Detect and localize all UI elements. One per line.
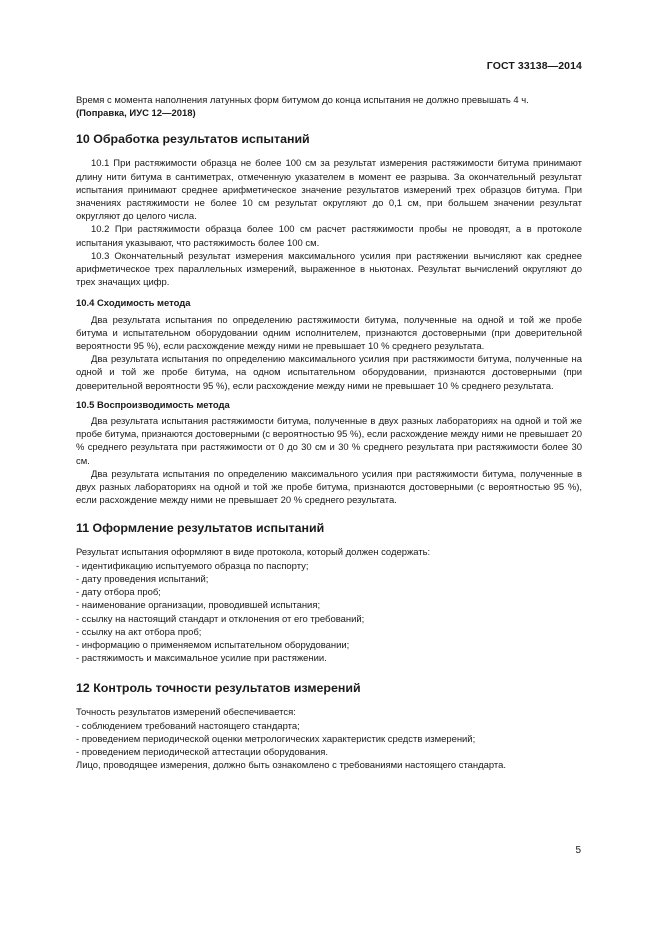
paragraph-10-4-a: Два результата испытания по определению растяжимости битума, полученные на одной и той же пробе битума и испытательном оборудовании одним исполнителем, признаются достоверными (при доверительной вероятности 95 %), если расхождение между ними не превышает 10 % среднего результата. bbox=[76, 314, 582, 353]
list-item: - ссылку на настоящий стандарт и отклонения от его требований; bbox=[76, 613, 365, 625]
paragraph-10-4-b: Два результата испытания по определению максимального усилия при растяжимости битума, полученные на одной и той же пробе битума, на одном испытательном оборудовании, признаются достоверными (при доверительной вероятности 95 %), если расхождение между ними не превышает 10 % среднего результата. bbox=[76, 354, 582, 392]
section-12-intro: Точность результатов измерений обеспечивается: bbox=[76, 707, 296, 719]
subsection-10-4-title: 10.4 Сходимость метода bbox=[76, 298, 191, 310]
list-item: - идентификацию испытуемого образца по паспорту; bbox=[76, 560, 309, 572]
paragraph-10-3: 10.3 Окончательный результат измерения максимального усилия при растяжении вычисляют как среднее арифметическое трех параллельных измерений, выраженное в ньютонах. Результат вычислений округляют до трех значащих цифр. bbox=[76, 250, 582, 289]
section-12-closing: Лицо, проводящее измерения, должно быть ознакомлено с требованиями настоящего стандарта. bbox=[76, 760, 507, 772]
page-content bbox=[76, 94, 582, 772]
list-item: - проведением периодической оценки метрологических характеристик средств измерений; bbox=[76, 733, 476, 745]
list-item: - соблюдением требований настоящего стандарта; bbox=[76, 720, 300, 732]
accuracy-control-list bbox=[76, 720, 582, 760]
page-number: 5 bbox=[575, 845, 581, 856]
protocol-contents-list bbox=[76, 560, 582, 666]
document-header: ГОСТ 33138—2014 bbox=[486, 60, 582, 72]
list-item: - ссылку на акт отбора проб; bbox=[76, 626, 202, 638]
list-item: - дату проведения испытаний; bbox=[76, 573, 209, 585]
list-item: - наименование организации, проводившей испытания; bbox=[76, 600, 321, 612]
subsection-10-5-title: 10.5 Воспроизводимость метода bbox=[76, 399, 230, 411]
amendment-note: (Поправка, ИУС 12—2018) bbox=[76, 108, 196, 120]
section-10-title: 10 Обработка результатов испытаний bbox=[76, 132, 310, 147]
paragraph-10-5-a: Два результата испытания растяжимости битума, полученные в двух разных лабораториях на одной и той же пробе битума, признаются достоверными (с вероятностью 95 %), если расхождение между ними не превышает 20 % среднего результата при растяжимости от 0 до 30 см и 30 % среднего результата при растяжимости более 30 см. bbox=[76, 416, 582, 467]
paragraph-10-1: 10.1 При растяжимости образца не более 100 см за результат измерения растяжимости битума принимают длину нити битума в сантиметрах, отмеченную указателем в момент ее разрыва. За окончательный результат испытания принимают среднее арифметическое значение результатов измерений трех образцов битума. При значениях растяжимости не более 10 см результат округляют до 0,1 см, при большем значении результат округляют до целого числа. bbox=[76, 158, 582, 223]
list-item: - дату отбора проб; bbox=[76, 587, 161, 599]
intro-paragraph bbox=[76, 94, 582, 120]
paragraph-10-5-b: Два результата испытания по определению максимального усилия при растяжимости битума, полученные в двух разных лабораториях на одной и той же пробе битума, признаются достоверными (с вероятностью 95 %), если расхождение между ними не превышает 20 % среднего результата. bbox=[76, 468, 582, 507]
list-item: - проведением периодической аттестации оборудования. bbox=[76, 746, 329, 758]
section-11-intro: Результат испытания оформляют в виде протокола, который должен содержать: bbox=[76, 547, 431, 559]
paragraph-10-2: 10.2 При растяжимости образца более 100 см расчет растяжимости пробы не проводят, а в протоколе испытания указывают, что растяжимость более 100 см. bbox=[76, 224, 582, 249]
section-12-title: 12 Контроль точности результатов измерений bbox=[76, 681, 361, 696]
section-11-title: 11 Оформление результатов испытаний bbox=[76, 521, 325, 536]
intro-text: Время с момента наполнения латунных форм битумом до конца испытания не должно превышать 4 ч. bbox=[76, 95, 529, 106]
list-item: - растяжимость и максимальное усилие при растяжении. bbox=[76, 653, 327, 665]
list-item: - информацию о применяемом испытательном оборудовании; bbox=[76, 639, 350, 651]
